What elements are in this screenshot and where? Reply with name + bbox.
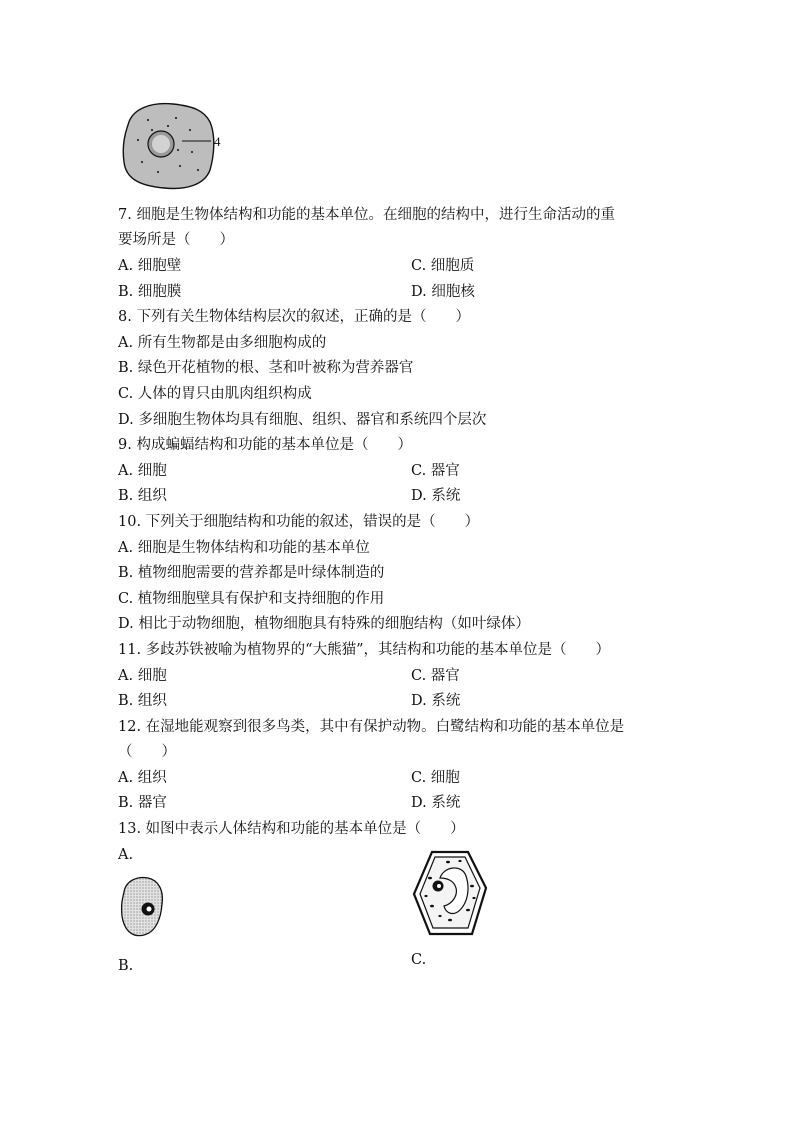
question-7-stem-line-2: 要场所是（ ） bbox=[118, 232, 234, 248]
question-7-stem-line-1: 7. 细胞是生物体结构和功能的基本单位。在细胞的结构中，进行生命活动的重 bbox=[118, 207, 615, 223]
question-13-stem: 13. 如图中表示人体结构和功能的基本单位是（ ） bbox=[118, 821, 465, 837]
question-10-stem: 10. 下列关于细胞结构和功能的叙述，错误的是（ ） bbox=[118, 514, 480, 530]
question-12-option-a: A. 组织 bbox=[118, 770, 167, 786]
question-7-option-b: B. 细胞膜 bbox=[118, 284, 182, 300]
question-11-option-b: B. 组织 bbox=[118, 693, 167, 709]
question-13-option-a: A. bbox=[118, 847, 134, 863]
figure-label-4: 4 bbox=[214, 134, 221, 149]
question-11-stem: 11. 多歧苏铁被喻为植物界的“大熊猫”，其结构和功能的基本单位是（ ） bbox=[118, 642, 610, 658]
question-11-option-d: D. 系统 bbox=[411, 693, 461, 709]
question-9-option-a: A. 细胞 bbox=[118, 463, 167, 479]
question-8-stem: 8. 下列有关生物体结构层次的叙述，正确的是（ ） bbox=[118, 309, 470, 325]
question-7-option-d: D. 细胞核 bbox=[411, 284, 475, 300]
question-10-option-b: B. 植物细胞需要的营养都是叶绿体制造的 bbox=[118, 565, 385, 581]
question-9-option-d: D. 系统 bbox=[411, 488, 461, 504]
question-8-option-c: C. 人体的胃只由肌肉组织构成 bbox=[118, 386, 312, 402]
question-13-option-c: C. bbox=[411, 952, 427, 968]
question-8-option-b: B. 绿色开花植物的根、茎和叶被称为营养器官 bbox=[118, 360, 414, 376]
question-12-stem-line-2: （ ） bbox=[118, 744, 176, 760]
question-9-option-b: B. 组织 bbox=[118, 488, 167, 504]
question-12-option-c: C. 细胞 bbox=[411, 770, 460, 786]
question-12-option-b: B. 器官 bbox=[118, 795, 167, 811]
question-11-option-c: C. 器官 bbox=[411, 668, 460, 684]
question-8-option-a: A. 所有生物都是由多细胞构成的 bbox=[118, 335, 327, 351]
question-10-option-a: A. 细胞是生物体结构和功能的基本单位 bbox=[118, 540, 370, 556]
question-13-option-b: B. bbox=[118, 958, 134, 974]
question-10-option-d: D. 相比于动物细胞，植物细胞具有特殊的细胞结构（如叶绿体） bbox=[118, 616, 530, 632]
question-9-option-c: C. 器官 bbox=[411, 463, 460, 479]
question-12-option-d: D. 系统 bbox=[411, 795, 461, 811]
question-11-option-a: A. 细胞 bbox=[118, 668, 167, 684]
question-7-option-c: C. 细胞质 bbox=[411, 258, 475, 274]
plant-cell-figure bbox=[410, 848, 490, 938]
round-cell-figure bbox=[118, 872, 168, 942]
question-8-option-d: D. 多细胞生物体均具有细胞、组织、器官和系统四个层次 bbox=[118, 412, 487, 428]
question-9-stem: 9. 构成蝙蝠结构和功能的基本单位是（ ） bbox=[118, 437, 412, 453]
question-10-option-c: C. 植物细胞壁具有保护和支持细胞的作用 bbox=[118, 591, 385, 607]
question-7-option-a: A. 细胞壁 bbox=[118, 258, 182, 274]
question-12-stem-line-1: 12. 在湿地能观察到很多鸟类，其中有保护动物。白鹭结构和功能的基本单位是 bbox=[118, 719, 625, 735]
